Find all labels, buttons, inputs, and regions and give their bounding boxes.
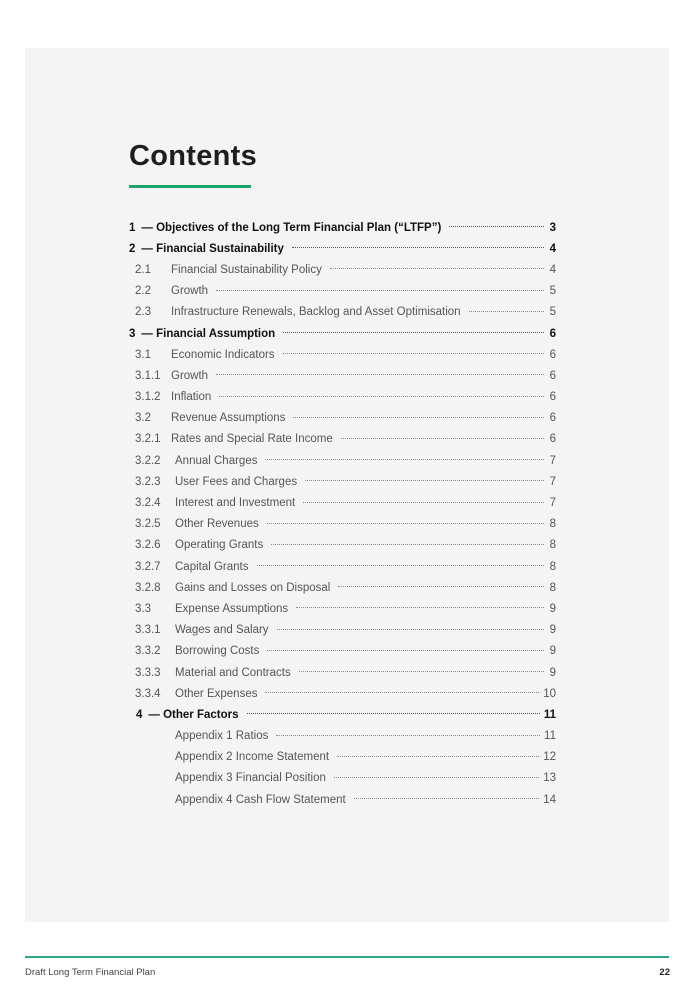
toc-entry-page: 11 [544,730,556,743]
toc-entry-number: 3 [129,327,136,340]
toc-entry-label: — Objectives of the Long Term Financial Plan (“LTFP”) [141,221,442,234]
toc-entry[interactable] [129,704,556,725]
toc-leader-dots [296,607,544,608]
toc-entry-number: 3.2 [135,412,151,425]
toc-leader-dots [293,417,544,418]
toc-leader-dots [219,396,544,397]
toc-entry-number: 2.2 [135,285,151,298]
toc-entry-number: 3.1.1 [135,369,161,382]
toc-entry[interactable] [129,556,556,577]
toc-entry-page: 6 [549,412,556,425]
toc-entry-number: 3.2.3 [135,475,161,488]
page-title: Contents [129,140,258,172]
toc-entry-label: — Other Factors [148,708,239,721]
toc-entry[interactable] [129,387,556,408]
toc-entry-label: Appendix 4 Cash Flow Statement [175,793,346,806]
toc-entry-label: Other Expenses [175,687,258,700]
toc-leader-dots [338,586,544,587]
toc-entry-page: 6 [549,369,556,382]
toc-entry[interactable] [129,641,556,662]
toc-leader-dots [267,523,544,524]
toc-entry-label: Appendix 3 Financial Position [175,772,326,785]
toc-entry[interactable] [129,344,556,365]
toc-entry[interactable] [129,471,556,492]
toc-leader-dots [216,290,544,291]
toc-entry[interactable] [129,768,556,789]
toc-entry-page: 10 [543,687,556,700]
toc-leader-dots [271,544,544,545]
toc-leader-dots [247,713,540,714]
toc-entry-label: Borrowing Costs [175,645,260,658]
toc-entry[interactable] [129,683,556,704]
toc-leader-dots [330,268,544,269]
toc-entry-number: 3.2.5 [135,518,161,531]
toc-entry[interactable] [129,365,556,386]
toc-entry-label: Growth [171,369,209,382]
toc-leader-dots [334,777,539,778]
toc-entry-number: 3.3.4 [135,687,161,700]
toc-entry-label: Rates and Special Rate Income [171,433,333,446]
toc-entry-number: 3.2.4 [135,497,161,510]
toc-entry-number: 2.3 [135,306,151,319]
toc-entry[interactable] [129,577,556,598]
toc-entry-label: Expense Assumptions [175,602,289,615]
toc-entry[interactable] [129,281,556,302]
toc-entry-page: 9 [549,666,556,679]
toc-entry[interactable] [129,726,556,747]
toc-entry-number: 3.1.2 [135,391,161,404]
toc-leader-dots [303,502,544,503]
toc-entry-number: 2 [129,242,136,255]
toc-entry-page: 12 [543,751,556,764]
toc-entry-number: 3.2.1 [135,433,161,446]
toc-leader-dots [469,311,544,312]
toc-entry[interactable] [129,217,556,238]
toc-entry[interactable] [129,789,556,810]
toc-leader-dots [341,438,544,439]
toc-entry-label: Material and Contracts [175,666,291,679]
toc-entry-number: 3.2.2 [135,454,161,467]
table-of-contents [129,217,556,810]
toc-entry-page: 9 [549,602,556,615]
title-underline [129,185,251,188]
toc-entry[interactable] [129,302,556,323]
toc-leader-dots [257,565,544,566]
toc-entry-page: 6 [549,348,556,361]
toc-entry-page: 5 [549,306,556,319]
toc-entry-page: 3 [549,221,556,234]
toc-entry-page: 8 [549,539,556,552]
footer-document-name: Draft Long Term Financial Plan [25,967,156,978]
toc-entry[interactable] [129,408,556,429]
toc-entry-page: 13 [543,772,556,785]
toc-entry-page: 8 [549,581,556,594]
toc-entry-number: 1 [129,221,136,234]
toc-entry-page: 8 [549,518,556,531]
toc-entry-page: 8 [549,560,556,573]
toc-entry-page: 14 [543,793,556,806]
footer-divider [25,956,669,958]
toc-entry-page: 7 [549,497,556,510]
toc-entry[interactable] [129,323,556,344]
toc-entry-label: User Fees and Charges [175,475,298,488]
toc-entry-page: 4 [549,242,556,255]
toc-entry[interactable] [129,450,556,471]
toc-entry-label: Interest and Investment [175,497,296,510]
toc-entry-page: 9 [549,645,556,658]
toc-entry-page: 7 [549,454,556,467]
toc-entry[interactable] [129,620,556,641]
toc-entry-number: 3.3.1 [135,624,161,637]
toc-entry-page: 9 [549,624,556,637]
toc-entry-page: 4 [549,263,556,276]
toc-entry[interactable] [129,259,556,280]
toc-entry-page: 6 [549,391,556,404]
toc-entry-number: 3.2.6 [135,539,161,552]
toc-entry[interactable] [129,238,556,259]
toc-leader-dots [267,650,544,651]
toc-entry-label: Appendix 2 Income Statement [175,751,330,764]
toc-entry[interactable] [129,747,556,768]
toc-leader-dots [292,247,544,248]
toc-entry[interactable] [129,514,556,535]
toc-entry-label: Appendix 1 Ratios [175,730,269,743]
toc-leader-dots [265,692,539,693]
toc-entry[interactable] [129,535,556,556]
toc-entry-number: 3.3 [135,602,151,615]
toc-entry-label: Financial Sustainability Policy [171,263,322,276]
toc-entry-number: 2.1 [135,263,151,276]
toc-entry[interactable] [129,492,556,513]
toc-entry-number: 3.3.3 [135,666,161,679]
toc-entry-label: Capital Grants [175,560,249,573]
toc-entry-page: 11 [543,708,556,721]
toc-leader-dots [283,353,544,354]
toc-leader-dots [283,332,544,333]
toc-entry-label: Operating Grants [175,539,264,552]
toc-entry-label: Economic Indicators [171,348,275,361]
toc-entry-label: Revenue Assumptions [171,412,286,425]
toc-entry-page: 6 [549,433,556,446]
toc-leader-dots [276,735,540,736]
toc-leader-dots [299,671,544,672]
toc-entry-label: Gains and Losses on Disposal [175,581,331,594]
toc-entry-number: 4 [136,708,143,721]
toc-leader-dots [354,798,540,799]
toc-leader-dots [337,756,539,757]
toc-entry-page: 6 [549,327,556,340]
toc-entry-page: 5 [549,285,556,298]
toc-entry-number: 3.1 [135,348,151,361]
toc-entry-label: — Financial Assumption [141,327,276,340]
toc-entry[interactable] [129,662,556,683]
toc-entry-number: 3.2.7 [135,560,161,573]
toc-entry-label: Other Revenues [175,518,259,531]
toc-entry[interactable] [129,429,556,450]
toc-entry-label: Growth [171,285,209,298]
toc-entry-label: Annual Charges [175,454,258,467]
toc-leader-dots [305,480,544,481]
toc-entry-label: Wages and Salary [175,624,269,637]
footer-page-number: 22 [659,967,670,978]
toc-leader-dots [216,374,544,375]
toc-entry[interactable] [129,598,556,619]
toc-entry-label: Inflation [171,391,212,404]
toc-leader-dots [449,226,544,227]
toc-entry-number: 3.2.8 [135,581,161,594]
toc-entry-page: 7 [549,475,556,488]
toc-entry-label: — Financial Sustainability [141,242,284,255]
toc-leader-dots [277,629,544,630]
toc-leader-dots [265,459,544,460]
toc-entry-number: 3.3.2 [135,645,161,658]
toc-entry-label: Infrastructure Renewals, Backlog and Asset Optimisation [171,306,461,319]
